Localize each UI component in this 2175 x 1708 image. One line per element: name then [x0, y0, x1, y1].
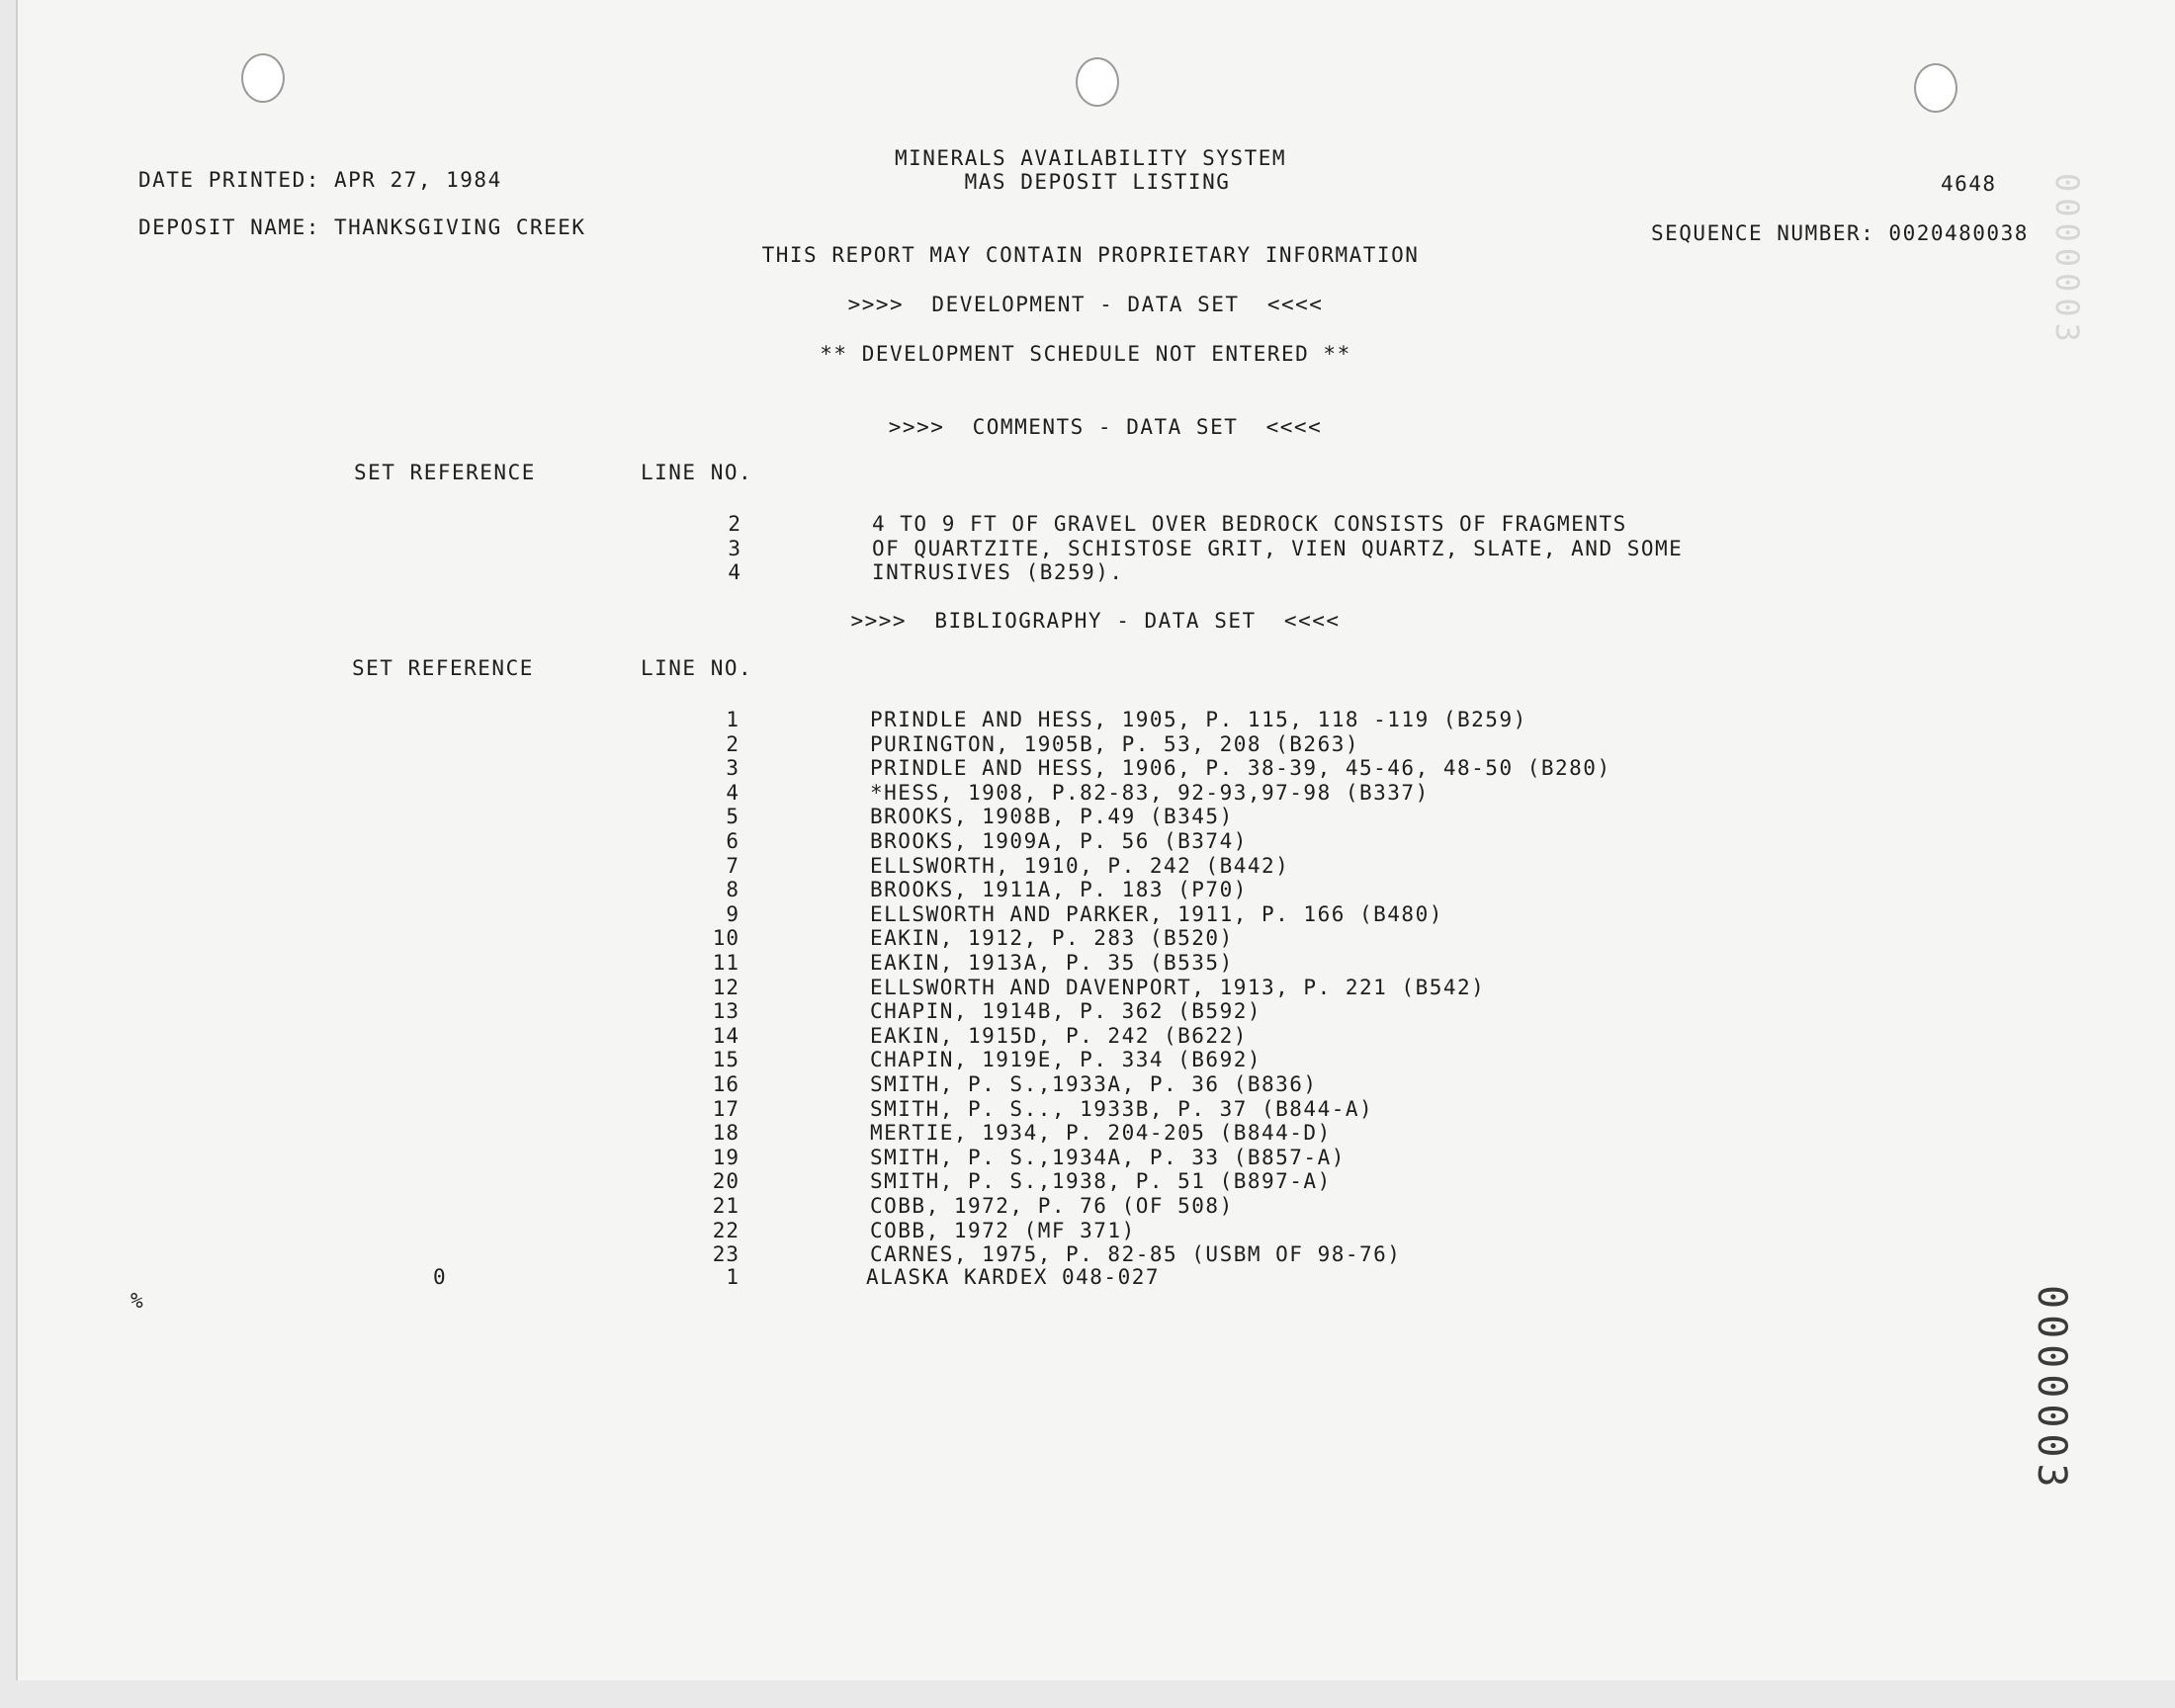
- bibliography-heading: >>>> BIBLIOGRAPHY - DATA SET <<<<: [850, 609, 1341, 633]
- entry-text: PRINDLE AND HESS, 1906, P. 38-39, 45-46, 48-50 (B280): [870, 756, 1611, 781]
- entry-text: SMITH, P. S.,1933A, P. 36 (B836): [870, 1072, 1318, 1096]
- line-number: 20: [712, 1169, 740, 1194]
- line-number: 4: [726, 780, 740, 805]
- line-number: 11: [712, 951, 740, 975]
- entry-text: CHAPIN, 1914B, P. 362 (B592): [870, 999, 1262, 1024]
- line-number: 2: [728, 512, 741, 536]
- line-number: 17: [712, 1096, 740, 1121]
- line-number: 14: [712, 1023, 740, 1048]
- faint-page-stamp: 0000003: [2048, 173, 2086, 348]
- listing-title: MAS DEPOSIT LISTING: [964, 170, 1231, 194]
- document-page: [16, 0, 2175, 1680]
- line-number: 7: [726, 853, 740, 878]
- entry-text: COBB, 1972 (MF 371): [870, 1218, 1136, 1242]
- page-stamp: 0000003: [2029, 1285, 2074, 1494]
- punch-hole-left: [241, 53, 285, 103]
- entry-text: SMITH, P. S.,1934A, P. 33 (B857-A): [870, 1145, 1346, 1169]
- entry-text: 4 TO 9 FT OF GRAVEL OVER BEDROCK CONSISTS OF FRAGMENTS: [872, 512, 1627, 536]
- entry-text: BROOKS, 1908B, P.49 (B345): [870, 805, 1234, 829]
- comments-heading: >>>> COMMENTS - DATA SET <<<<: [888, 415, 1323, 439]
- entry-text: EAKIN, 1915D, P. 242 (B622): [870, 1023, 1248, 1048]
- line-number: 2: [726, 731, 740, 756]
- entry-text: CHAPIN, 1919E, P. 334 (B692): [870, 1048, 1262, 1072]
- line-number: 12: [712, 975, 740, 999]
- entry-text: EAKIN, 1912, P. 283 (B520): [870, 926, 1234, 951]
- date-printed: DATE PRINTED: APR 27, 1984: [138, 168, 502, 192]
- comments-col-set-reference: SET REFERENCE: [354, 461, 536, 484]
- line-number: 9: [726, 901, 740, 926]
- entry-text: OF QUARTZITE, SCHISTOSE GRIT, VIEN QUARTZ, SLATE, AND SOME: [872, 536, 1684, 560]
- entry-text: CARNES, 1975, P. 82-85 (USBM OF 98-76): [870, 1242, 1402, 1267]
- entry-text: PURINGTON, 1905B, P. 53, 208 (B263): [870, 731, 1360, 756]
- percent-mark: %: [130, 1289, 145, 1313]
- line-number: 19: [712, 1145, 740, 1169]
- entry-text: SMITH, P. S.,1938, P. 51 (B897-A): [870, 1169, 1332, 1194]
- bibliography-col-set-reference: SET REFERENCE: [352, 656, 534, 680]
- punch-hole-right: [1914, 63, 1958, 113]
- entry-text: BROOKS, 1911A, P. 183 (P70): [870, 878, 1248, 902]
- entry-text: SMITH, P. S.., 1933B, P. 37 (B844-A): [870, 1096, 1374, 1121]
- line-number: 6: [726, 829, 740, 853]
- entry-text: *HESS, 1908, P.82-83, 92-93,97-98 (B337): [870, 780, 1430, 805]
- line-number: 22: [712, 1218, 740, 1242]
- entry-text: BROOKS, 1909A, P. 56 (B374): [870, 829, 1248, 853]
- entry-text: EAKIN, 1913A, P. 35 (B535): [870, 951, 1234, 975]
- line-number: 15: [712, 1048, 740, 1072]
- kardex-entry: ALASKA KARDEX 048-027: [866, 1265, 1161, 1289]
- development-note: ** DEVELOPMENT SCHEDULE NOT ENTERED **: [820, 342, 1351, 366]
- line-number: 5: [726, 805, 740, 829]
- proprietary-notice: THIS REPORT MAY CONTAIN PROPRIETARY INFORMATION: [761, 243, 1420, 267]
- line-number: 13: [712, 999, 740, 1024]
- kardex-set-reference: 0: [433, 1265, 448, 1289]
- system-title: MINERALS AVAILABILITY SYSTEM: [894, 146, 1287, 170]
- page-id: 4648: [1941, 172, 1997, 196]
- line-number: 3: [726, 756, 740, 781]
- comments-col-line-no: LINE NO.: [641, 461, 753, 484]
- entry-text: PRINDLE AND HESS, 1905, P. 115, 118 -119 (B259): [870, 708, 1527, 731]
- entry-text: ELLSWORTH AND PARKER, 1911, P. 166 (B480): [870, 901, 1443, 926]
- entry-text: INTRUSIVES (B259).: [872, 560, 1124, 584]
- line-number: 16: [712, 1072, 740, 1096]
- entry-text: ELLSWORTH, 1910, P. 242 (B442): [870, 853, 1290, 878]
- kardex-line-number: 1: [726, 1265, 740, 1289]
- line-number: 3: [728, 536, 741, 560]
- sequence-number: SEQUENCE NUMBER: 0020480038: [1651, 221, 2029, 245]
- line-number: 4: [728, 560, 741, 584]
- line-number: 21: [712, 1194, 740, 1218]
- line-number: 10: [712, 926, 740, 951]
- punch-hole-center: [1076, 57, 1119, 107]
- entry-text: COBB, 1972, P. 76 (OF 508): [870, 1194, 1234, 1218]
- entry-text: ELLSWORTH AND DAVENPORT, 1913, P. 221 (B542): [870, 975, 1486, 999]
- line-number: 8: [726, 878, 740, 902]
- line-number: 18: [712, 1121, 740, 1146]
- line-number: 1: [726, 708, 740, 731]
- entry-text: MERTIE, 1934, P. 204-205 (B844-D): [870, 1121, 1332, 1146]
- line-number: 23: [712, 1242, 740, 1267]
- development-heading: >>>> DEVELOPMENT - DATA SET <<<<: [847, 293, 1324, 316]
- deposit-name: DEPOSIT NAME: THANKSGIVING CREEK: [138, 215, 586, 239]
- bibliography-col-line-no: LINE NO.: [641, 656, 753, 680]
